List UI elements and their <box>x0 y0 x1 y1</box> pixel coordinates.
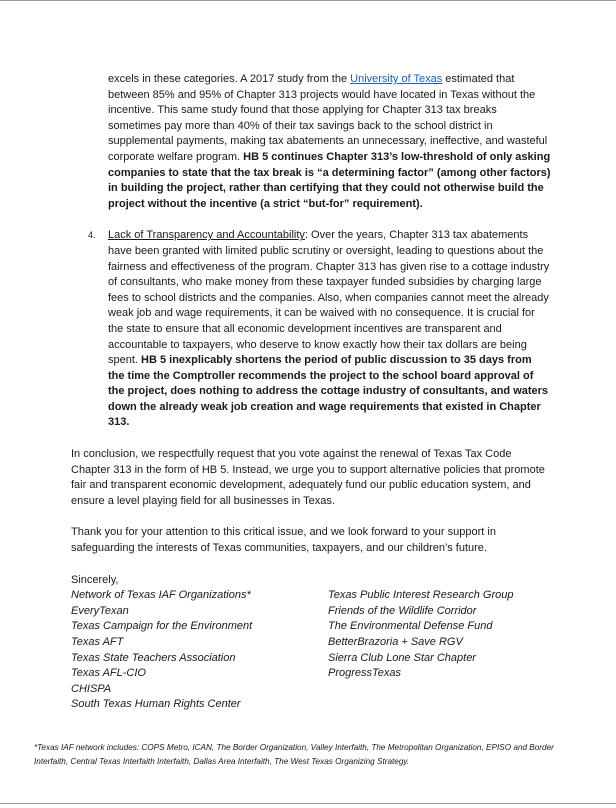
list-item-4-number: 4. <box>88 230 96 241</box>
signatory: BetterBrazoria + Save RGV <box>328 636 463 648</box>
university-of-texas-link[interactable]: University of Texas <box>350 73 443 85</box>
signatory: EveryTexan <box>71 604 129 617</box>
item4-bold-statement: HB 5 inexplicably shortens the period of public discussion to 35 days from the time the Comptroller recommends the project to the school board approval of the project, does nothing to address the cottage industry of consultants, and waters down the already weak job creation and wage requirements that existed in Chapter 313. <box>108 354 549 429</box>
list-item-3-continuation <box>108 72 551 212</box>
signatories <box>71 588 551 713</box>
thanks-paragraph: Thank you for your attention to this critical issue, and we look forward to your support in safeguarding the interests of Texas communities, taxpayers, and our children’s future. <box>71 526 496 555</box>
item4-heading-colon: : <box>304 229 308 242</box>
conclusion-paragraph: In conclusion, we respectfully request that you vote against the renewal of Texas Tax Code Chapter 313 in the form of HB 5. Instead, we urge you to support alternative policies that promote fair and transparent economic development, adequately fund our public education system, and ensure a level playing field for all businesses in Texas. <box>71 448 545 507</box>
signatory: CHISPA <box>71 682 112 695</box>
signatory: The Environmental Defense Fund <box>328 620 493 633</box>
item3-text-post-link: estimated that between 85% and 95% of Chapter 313 projects would have located in Texas without the incentive. This same study found that those applying for Chapter 313 tax breaks sometimes pay more than 40% of their tax savings back to the school district in supplemental payments, making tax abatements an unnecessary, ineffective, and wasteful corporate welfare program. <box>108 73 548 163</box>
signature-block <box>71 573 551 713</box>
item3-text-pre-link: excels in these categories. A 2017 study from the <box>108 73 351 85</box>
list-item-4 <box>88 228 551 431</box>
item4-heading: Lack of Transparency and Accountability <box>108 229 305 242</box>
signatories-right-column <box>328 588 551 713</box>
letter-body <box>71 72 551 713</box>
footnote: *Texas IAF network includes: COPS Metro, ICAN, The Border Organization, Valley Interfaith, The Metropolitan Organization, EPISO and Border Interfaith, Central Texas Interfaith Interfaith, Dallas Area Interfaith, The West Texas Organizing Strategy. <box>34 743 554 766</box>
signatory: ProgressTexas <box>328 667 401 680</box>
signatory: Network of Texas IAF Organizations* <box>71 589 251 602</box>
page-top-border <box>0 0 616 1</box>
signatory: Texas Campaign for the Environment <box>71 620 253 633</box>
signatory: Friends of the Wildlife Corridor <box>328 604 477 617</box>
signatory: Texas AFT <box>71 636 124 648</box>
signatory: Texas Public Interest Research Group <box>328 589 514 602</box>
signatory: South Texas Human Rights Center <box>71 698 241 711</box>
item4-body: Over the years, Chapter 313 tax abatements have been granted with limited public scrutiny or oversight, leading to questions about the fairness and effectiveness of the program. Chapter 313 has given rise to a cottage industry of consultants, who make money from these taxpayer funded subsidies by charging large fees to school districts and the companies. Also, when companies cannot meet the already weak job and wage requirements, it can be waived with no consequence. It is crucial for the state to ensure that all economic development incentives are transparent and accountable to taxpayers, who deserve to know exactly how their tax dollars are being spent. <box>108 229 550 367</box>
signatories-left-column <box>71 588 328 713</box>
signatory: Sierra Club Lone Star Chapter <box>328 651 476 664</box>
item3-bold-statement: HB 5 continues Chapter 313’s low-threshold of only asking companies to state that the tax break is “a determining factor” (among other factors) in building the project, rather than certifying that they could not otherwise build the project without the incentive (a strict “but-for” requirement). <box>108 150 551 210</box>
closing: Sincerely, <box>71 573 119 586</box>
signatory: Texas AFL-CIO <box>71 667 146 680</box>
page-bottom-border <box>0 803 616 804</box>
signatory: Texas State Teachers Association <box>71 651 236 664</box>
